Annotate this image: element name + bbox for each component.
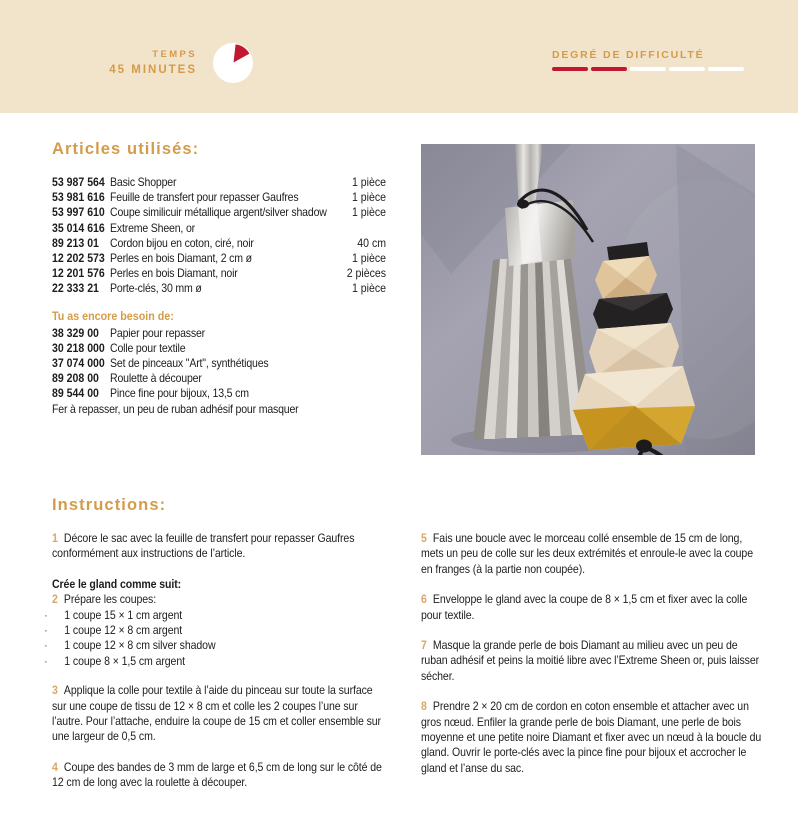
instructions-section: [44, 496, 762, 790]
step-number: 8: [421, 699, 427, 714]
article-number: 89 208 00: [52, 371, 99, 386]
article-number: 38 329 00: [52, 325, 99, 340]
bullet-text: 1 coupe 12 × 8 cm silver shadow: [64, 638, 216, 653]
difficulty-bar: [669, 67, 705, 71]
time-label: TEMPS: [152, 49, 197, 60]
time-block: [0, 49, 197, 76]
article-row: [52, 356, 386, 371]
article-row: [52, 266, 386, 281]
articles-content: [52, 175, 386, 417]
step-number: 6: [421, 592, 427, 607]
also-needed-list: [52, 326, 386, 402]
bullet-text: 1 coupe 12 × 8 cm argent: [64, 623, 183, 638]
article-number: 89 544 00: [52, 386, 99, 401]
article-row: [52, 205, 386, 220]
article-row: [52, 236, 386, 251]
step-number: 5: [421, 531, 427, 545]
product-photo: [421, 144, 755, 455]
article-quantity: 40 cm: [357, 235, 387, 250]
article-row: [52, 251, 386, 266]
difficulty-bar: [630, 67, 666, 71]
article-quantity: 2 pièces: [346, 266, 387, 281]
article-quantity: 1 pièce: [351, 205, 387, 220]
step-subheading: Crée le gland comme suit:: [52, 576, 182, 591]
article-row: [52, 190, 386, 205]
instruction-step: 3 Applique la colle pour textile à l’aide du pinceau sur toute la surface sur une coupe de tissu de 12 × 8 cm et colle les 2 coupes l’une sur l’autre. Pour l’attache, enduire la coupe de 15 cm et coller ensemble sur une largeur de 0,5 cm.: [52, 683, 381, 744]
article-number: 53 987 564: [52, 175, 105, 189]
step-bullet-list: [44, 607, 386, 670]
article-row: [52, 326, 386, 341]
also-needed-title: Tu as encore besoin de:: [52, 308, 174, 323]
step-number: 3: [52, 683, 58, 698]
article-name: Perles en bois Diamant, noir: [110, 266, 238, 281]
instruction-step: 8 Prendre 2 × 20 cm de cordon en coton ensemble et attacher avec un gros nœud. Enfiler la grande perle de bois Diamant, une perle de bois moyenne et une petite noire Diamant et fixer avec un nœud à la boucle du gland. Ouvrir le porte-clés avec la pince fine pour bijoux et accrocher le gland et l’anse du sac.: [421, 699, 762, 775]
time-value: 45 MINUTES: [109, 64, 197, 76]
article-number: 30 218 000: [52, 340, 105, 355]
article-name: Extreme Sheen, or: [110, 220, 195, 235]
article-name: Papier pour repasser: [110, 325, 206, 340]
step-bullet-item: [44, 623, 386, 638]
article-number: 53 997 610: [52, 205, 105, 220]
step-number: 2: [52, 592, 58, 607]
instruction-step: 6 Enveloppe le gland avec la coupe de 8 × 1,5 cm et fixer avec la colle pour textile.: [421, 592, 748, 622]
difficulty-meter: [552, 67, 744, 71]
bullet-dot-icon: ·: [44, 623, 48, 638]
article-row: [52, 341, 386, 356]
article-name: Pince fine pour bijoux, 13,5 cm: [110, 386, 249, 401]
also-needed-note: Fer à repasser, un peu de ruban adhésif pour masquer: [52, 401, 299, 416]
instruction-step: 7 Masque la grande perle de bois Diamant au milieu avec un peu de ruban adhésif et peins la moitié libre avec l’Extreme Sheen or, puis laisser sécher.: [421, 638, 760, 683]
instruction-step: 1 Décore le sac avec la feuille de transfert pour repasser Gaufres conformément aux instructions de l’article.: [52, 531, 355, 561]
instruction-step: 5 Fais une boucle avec le morceau collé ensemble de 15 cm de long, mets un peu de colle sur les deux extrémités et enroule-le avec la coupe en franges (à la partie non coupée).: [421, 531, 753, 576]
article-row: [52, 175, 386, 190]
article-row: [52, 371, 386, 386]
difficulty-bar: [708, 67, 744, 71]
article-number: 22 333 21: [52, 281, 99, 296]
articles-title: Articles utilisés:: [52, 140, 200, 158]
step-number: 4: [52, 759, 58, 774]
instructions-column-right: [421, 531, 764, 791]
step-number: 7: [421, 638, 427, 653]
article-name: Perles en bois Diamant, 2 cm ø: [110, 251, 252, 266]
instructions-column-left: [44, 531, 386, 806]
tassel-keychain-illustration: [421, 144, 755, 455]
article-name: Basic Shopper: [110, 175, 177, 189]
articles-list: [52, 175, 386, 297]
instructions-title: Instructions:: [52, 496, 167, 514]
article-row: [52, 281, 386, 296]
article-name: Coupe similicuir métallique argent/silver shadow: [110, 205, 327, 220]
article-quantity: 1 pièce: [351, 190, 387, 205]
article-name: Roulette à découper: [110, 371, 202, 386]
article-name: Feuille de transfert pour repasser Gaufres: [110, 190, 299, 205]
article-row: [52, 221, 386, 236]
difficulty-bar: [591, 67, 627, 71]
step-bullet-item: [44, 608, 386, 623]
difficulty-bar: [552, 67, 588, 71]
article-number: 37 074 000: [52, 356, 105, 371]
bullet-dot-icon: ·: [44, 607, 48, 622]
article-number: 89 213 01: [52, 235, 99, 250]
clock-pie-icon: [213, 43, 253, 83]
step-bullet-item: [44, 654, 386, 669]
article-number: 35 014 616: [52, 220, 105, 235]
article-row: [52, 386, 386, 401]
article-quantity: 1 pièce: [351, 175, 387, 189]
header-band: [0, 0, 798, 113]
step-bullet-item: [44, 638, 386, 653]
bullet-dot-icon: ·: [44, 638, 48, 653]
instruction-step: 4 Coupe des bandes de 3 mm de large et 6,5 cm de long sur le côté de 12 cm de long avec la roulette à découper.: [52, 759, 382, 790]
difficulty-label: DEGRÉ DE DIFFICULTÉ: [552, 49, 705, 61]
bullet-text: 1 coupe 15 × 1 cm argent: [64, 607, 183, 622]
step-number: 1: [52, 531, 58, 545]
bullet-text: 1 coupe 8 × 1,5 cm argent: [64, 653, 185, 668]
article-name: Porte-clés, 30 mm ø: [110, 281, 202, 296]
article-quantity: 1 pièce: [351, 251, 387, 266]
article-quantity: 1 pièce: [351, 281, 387, 296]
article-number: 12 202 573: [52, 251, 105, 266]
article-name: Colle pour textile: [110, 340, 186, 355]
article-number: 53 981 616: [52, 190, 105, 205]
articles-section: [52, 141, 388, 417]
article-name: Cordon bijou en coton, ciré, noir: [110, 235, 254, 250]
bullet-dot-icon: ·: [44, 653, 48, 668]
article-name: Set de pinceaux "Art", synthétiques: [110, 356, 269, 371]
instruction-step: 2 Prépare les coupes:: [52, 592, 157, 607]
article-number: 12 201 576: [52, 266, 105, 281]
